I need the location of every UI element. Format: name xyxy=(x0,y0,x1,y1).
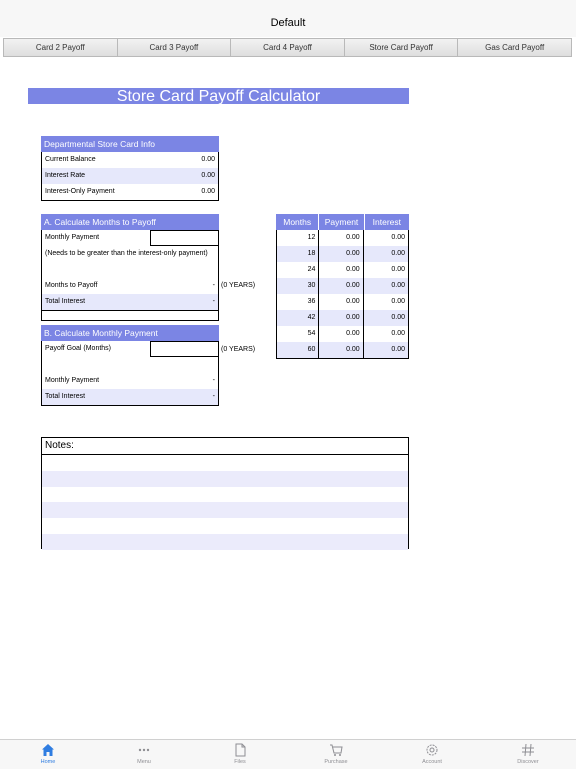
nav-menu-label: Menu xyxy=(137,759,151,765)
payment-cell: 0.00 xyxy=(319,230,363,246)
months-years-label: (0 YEARS) xyxy=(221,282,256,289)
notes-line[interactable] xyxy=(42,487,408,503)
notes-box[interactable] xyxy=(41,437,409,549)
months-cell: 18 xyxy=(277,246,319,262)
interest-only-payment-value: 0.00 xyxy=(201,188,215,195)
table-header-row xyxy=(276,214,409,230)
payment-cell: 0.00 xyxy=(319,262,363,278)
interest-cell: 0.00 xyxy=(391,298,405,305)
months-to-payoff-value: - xyxy=(212,282,215,289)
payoff-schedule-table xyxy=(276,214,409,359)
section-b-panel xyxy=(41,325,219,406)
current-balance-label: Current Balance xyxy=(45,156,96,163)
interest-cell: 0.00 xyxy=(391,250,405,257)
section-b-header: B. Calculate Monthly Payment xyxy=(41,325,219,341)
payment-cell: 0.00 xyxy=(319,326,363,342)
notes-line[interactable] xyxy=(42,502,408,518)
nav-menu[interactable] xyxy=(96,740,192,769)
notes-title: Notes: xyxy=(42,438,408,455)
nav-discover[interactable] xyxy=(480,740,576,769)
payoff-goal-label: Payoff Goal (Months) xyxy=(45,345,112,352)
nav-files[interactable] xyxy=(192,740,288,769)
section-a-total-interest-label: Total Interest xyxy=(45,298,86,305)
top-bar xyxy=(0,0,576,37)
months-to-payoff-label: Months to Payoff xyxy=(45,282,98,289)
months-cell: 12 xyxy=(277,230,319,246)
payoff-goal-input[interactable] xyxy=(150,341,219,357)
nav-home-label: Home xyxy=(40,759,56,765)
tab-store-card-payoff[interactable]: Store Card Payoff xyxy=(345,39,459,56)
tab-card-3-payoff[interactable]: Card 3 Payoff xyxy=(118,39,232,56)
table-row xyxy=(276,278,409,294)
payment-cell: 0.00 xyxy=(319,294,363,310)
interest-column-header: Interest xyxy=(372,217,402,227)
payment-cell: 0.00 xyxy=(319,246,363,262)
interest-rate-row[interactable] xyxy=(41,168,219,184)
file-icon xyxy=(192,743,288,759)
info-header: Departmental Store Card Info xyxy=(41,136,219,152)
notes-line[interactable] xyxy=(42,471,408,487)
nav-files-label: Files xyxy=(234,759,246,765)
interest-cell: 0.00 xyxy=(391,266,405,273)
tab-card-2-payoff[interactable]: Card 2 Payoff xyxy=(4,39,118,56)
section-a-spacer xyxy=(41,311,219,321)
table-row xyxy=(276,310,409,326)
interest-cell: 0.00 xyxy=(391,314,405,321)
ellipsis-icon xyxy=(96,743,192,759)
payment-cell: 0.00 xyxy=(319,342,363,358)
home-icon xyxy=(0,743,96,759)
nav-discover-label: Discover xyxy=(517,759,539,765)
table-row xyxy=(276,294,409,310)
payment-cell: 0.00 xyxy=(319,310,363,326)
nav-account-label: Account xyxy=(422,759,442,765)
months-cell: 36 xyxy=(277,294,319,310)
nav-account[interactable] xyxy=(384,740,480,769)
section-b-monthly-payment-label: Monthly Payment xyxy=(45,377,100,384)
payment-note: (Needs to be greater than the interest-only payment) xyxy=(45,250,208,257)
table-row xyxy=(276,262,409,278)
monthly-payment-label: Monthly Payment xyxy=(45,234,100,241)
tab-gas-card-payoff[interactable]: Gas Card Payoff xyxy=(458,39,571,56)
gear-icon xyxy=(384,743,480,759)
interest-cell: 0.00 xyxy=(391,234,405,241)
payoff-goal-row xyxy=(41,341,219,357)
table-row xyxy=(276,342,409,359)
section-a-header: A. Calculate Months to Payoff xyxy=(41,214,219,230)
blank-row xyxy=(41,262,219,278)
months-to-payoff-row xyxy=(41,278,219,294)
section-a-total-interest-value: - xyxy=(212,298,215,305)
nav-purchase-label: Purchase xyxy=(324,759,348,765)
interest-rate-value[interactable]: 0.00 xyxy=(201,172,215,179)
months-cell: 30 xyxy=(277,278,319,294)
hash-icon xyxy=(480,743,576,759)
notes-line[interactable] xyxy=(42,518,408,534)
bottom-tab-bar xyxy=(0,739,576,769)
interest-cell: 0.00 xyxy=(391,346,405,353)
cart-icon xyxy=(288,743,384,759)
interest-rate-label: Interest Rate xyxy=(45,172,86,179)
section-a-total-interest-row xyxy=(41,294,219,311)
sheet-tab-bar xyxy=(3,38,572,57)
nav-home[interactable] xyxy=(0,740,96,769)
table-row xyxy=(276,326,409,342)
section-b-total-interest-label: Total Interest xyxy=(45,393,86,400)
interest-only-payment-row xyxy=(41,184,219,201)
months-cell: 54 xyxy=(277,326,319,342)
monthly-payment-row xyxy=(41,230,219,246)
monthly-payment-input[interactable] xyxy=(150,230,219,246)
months-cell: 42 xyxy=(277,310,319,326)
payment-note-row xyxy=(41,246,219,262)
section-b-total-interest-value: - xyxy=(212,393,215,400)
months-column-header: Months xyxy=(276,214,319,230)
payment-column-header: Payment xyxy=(319,214,364,230)
document-title: Default xyxy=(270,17,306,29)
current-balance-row[interactable] xyxy=(41,152,219,168)
tab-card-4-payoff[interactable]: Card 4 Payoff xyxy=(231,39,345,56)
section-b-monthly-payment-value: - xyxy=(212,377,215,384)
interest-cell: 0.00 xyxy=(391,282,405,289)
store-card-info-panel xyxy=(41,136,219,201)
blank-row xyxy=(41,357,219,373)
interest-cell: 0.00 xyxy=(391,330,405,337)
nav-purchase[interactable] xyxy=(288,740,384,769)
current-balance-value[interactable]: 0.00 xyxy=(201,156,215,163)
payment-cell: 0.00 xyxy=(319,278,363,294)
months-cell: 60 xyxy=(277,342,319,358)
notes-line[interactable] xyxy=(42,455,408,471)
notes-line[interactable] xyxy=(42,534,408,550)
table-row xyxy=(276,246,409,262)
section-a-panel xyxy=(41,214,219,321)
section-b-total-interest-row xyxy=(41,389,219,406)
interest-only-payment-label: Interest-Only Payment xyxy=(45,188,115,195)
section-b-monthly-payment-row xyxy=(41,373,219,389)
table-row xyxy=(276,230,409,246)
months-cell: 24 xyxy=(277,262,319,278)
sheet-title: Store Card Payoff Calculator xyxy=(28,88,409,104)
goal-years-label: (0 YEARS) xyxy=(221,346,256,353)
